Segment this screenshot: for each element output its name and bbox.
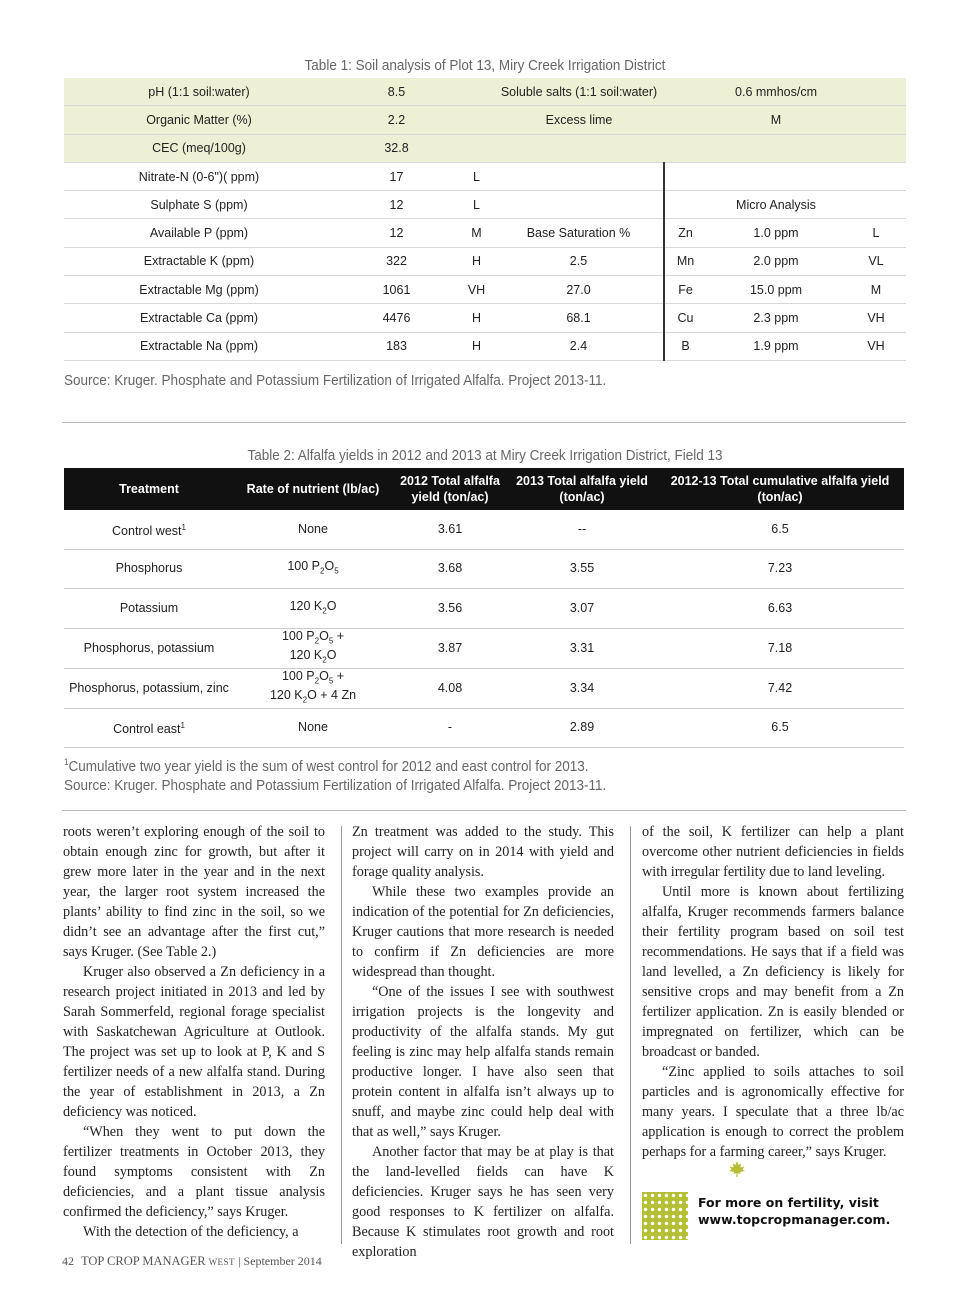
divider — [62, 810, 906, 811]
paragraph: While these two examples provide an indication of the potential for Zn deficiencies, Kruger cautions that more research is needed to confirm if Zn deficiencies are more widespread than thought. — [352, 884, 614, 980]
table-cell-treatment: Phosphorus, potassium — [64, 628, 234, 668]
table-row — [64, 510, 904, 549]
table-cell: 322 — [334, 247, 459, 275]
table-cell-y2012: 3.61 — [392, 510, 508, 549]
footnote-text: Cumulative two year yield is the sum of west control for 2012 and east control for 2013. — [68, 758, 589, 775]
table-cell-treatment: Phosphorus, potassium, zinc — [64, 668, 234, 708]
table-row — [64, 668, 904, 708]
table-cell: M — [459, 219, 494, 247]
table-cell: Zn — [664, 219, 706, 247]
table-cell: 15.0 ppm — [706, 276, 846, 304]
table-cell: Fe — [664, 276, 706, 304]
table-cell-y2013: 3.34 — [508, 668, 656, 708]
table-cell — [664, 162, 706, 190]
table-row — [64, 276, 906, 304]
paragraph: Until more is known about fertilizing alfalfa, Kruger recommends farmers balance their fertility program based on soil test recommendations. He says that if a field was land levelled, a Zn deficiency is likely for sensitive crops and may benefit from a Zn fertilizer application. Zn is easily blended or impregnated on fertilizer, which can be broadcast or banded. — [642, 884, 904, 1060]
table-cell — [664, 134, 706, 162]
table-cell: 2.2 — [334, 106, 459, 134]
table-row — [64, 708, 904, 748]
table-cell: VH — [846, 332, 906, 360]
table-cell-treatment: Control west$^1$ — [64, 510, 234, 549]
table-cell: H — [459, 332, 494, 360]
table-cell: M — [846, 276, 906, 304]
text-column-1 — [63, 822, 325, 1242]
table-cell: Soluble salts (1:1 soil:water) — [494, 78, 664, 106]
table-row — [64, 106, 906, 134]
table2-source: Source: Kruger. Phosphate and Potassium Fertilization of Irrigated Alfalfa. Project 2013-11. — [64, 777, 607, 794]
table-cell: Base Saturation % — [494, 219, 664, 247]
table-cell: 1.0 ppm — [706, 219, 846, 247]
table-cell-rate: None — [234, 708, 392, 748]
table-cell-treatment: Control east$^1$ — [64, 708, 234, 748]
table-cell-total: 7.42 — [656, 668, 904, 708]
table-cell: Mn — [664, 247, 706, 275]
table-cell: Sulphate S (ppm) — [64, 191, 334, 219]
table-cell: 2.3 ppm — [706, 304, 846, 332]
table-cell: 4476 — [334, 304, 459, 332]
table-cell — [664, 78, 706, 106]
table-cell-rate: 100 $P_2O_5$ + 120 $K_2O$ — [234, 628, 392, 668]
table-cell: CEC (meq/100g) — [64, 134, 334, 162]
table-cell-total: 6.63 — [656, 589, 904, 629]
table-row — [64, 191, 906, 219]
divider — [62, 422, 906, 423]
table-cell: VL — [846, 247, 906, 275]
table2-footnote — [64, 757, 589, 775]
paragraph: Another factor that may be at play is that the land-levelled fields can have K deficiencies. Kruger says he has seen very good responses to K fertilizer on alfalfa. Because K stimulates root growth and root exploration — [352, 1144, 614, 1260]
table-cell: pH (1:1 soil:water) — [64, 78, 334, 106]
table-cell: B — [664, 332, 706, 360]
table-cell-total: 7.18 — [656, 628, 904, 668]
table-cell — [846, 191, 906, 219]
paragraph: Kruger also observed a Zn deficiency in a research project initiated in 2013 and led by Sarah Sommerfeld, regional forage specialist with Saskatchewan Agriculture at Outlook. The project was set up to look at P, K and S fertilizer needs of a new alfalfa stand. During the year of establishment in 2013, a Zn deficiency was noticed. — [63, 964, 325, 1120]
table-cell-y2012: 3.56 — [392, 589, 508, 629]
paragraph: With the detection of the deficiency, a — [83, 1224, 299, 1240]
table1-caption: Table 1: Soil analysis of Plot 13, Miry Creek Irrigation District — [304, 57, 666, 74]
table-cell: Excess lime — [494, 106, 664, 134]
header-rate: Rate of nutrient (lb/ac) — [234, 468, 392, 510]
promo-box — [642, 1192, 904, 1242]
table-cell: 12 — [334, 219, 459, 247]
table-cell: Available P (ppm) — [64, 219, 334, 247]
paragraph: Zn treatment was added to the study. This project will carry on in 2014 with yield and forage quality analysis. — [352, 824, 614, 880]
table-cell — [664, 191, 706, 219]
table-cell — [494, 134, 664, 162]
table2-caption: Table 2: Alfalfa yields in 2012 and 2013 at Miry Creek Irrigation District, Field 13 — [247, 447, 723, 464]
magazine-name: TOP CROP MANAGER — [81, 1254, 206, 1268]
table-row — [64, 247, 906, 275]
table-cell-y2013: 3.31 — [508, 628, 656, 668]
table-cell — [459, 134, 494, 162]
table-cell-total: 6.5 — [656, 510, 904, 549]
table-cell: 2.0 ppm — [706, 247, 846, 275]
table-row — [64, 589, 904, 629]
table-row — [64, 332, 906, 360]
table-cell: L — [846, 219, 906, 247]
table-cell: 8.5 — [334, 78, 459, 106]
table-cell-total: 7.23 — [656, 549, 904, 589]
table-cell: H — [459, 247, 494, 275]
table-cell: VH — [459, 276, 494, 304]
paragraph: “One of the issues I see with southwest irrigation projects is the longevity and productivity of the alfalfa stands. My gut feeling is zinc may help alfalfa stands remain productive longer. I have also seen that protein content in alfalfa isn’t always up to snuff, and maybe zinc could help deal with that as well,” says Kruger. — [352, 984, 614, 1140]
table-row — [64, 628, 904, 668]
table-cell-y2013: 3.07 — [508, 589, 656, 629]
table-cell: Nitrate-N (0-6")( ppm) — [64, 162, 334, 190]
table-row — [64, 162, 906, 190]
table-cell: 32.8 — [334, 134, 459, 162]
table-cell — [706, 162, 846, 190]
table-cell: Cu — [664, 304, 706, 332]
table-cell: 183 — [334, 332, 459, 360]
footer-separator: | — [238, 1254, 241, 1268]
header-2013-yield: 2013 Total alfalfa yield (ton/ac) — [508, 468, 656, 510]
paragraph: of the soil, K fertilizer can help a plant overcome other nutrient deficiencies in fields with irregular fertility due to land leveling. — [642, 824, 904, 880]
text-column-3 — [642, 822, 904, 1162]
table-cell — [664, 106, 706, 134]
table-cell — [846, 106, 906, 134]
table-cell: L — [459, 162, 494, 190]
table-cell-treatment: Potassium — [64, 589, 234, 629]
table-cell-rate: 120 $K_2O$ — [234, 589, 392, 629]
paragraph: “When they went to put down the fertilizer treatments in October 2013, they found symptoms consistent with Zn deficiencies, and a plant tissue analysis confirmed the deficiency,” says Kruger. — [63, 1124, 325, 1220]
table-cell: 12 — [334, 191, 459, 219]
dot-grid-icon — [642, 1192, 688, 1240]
table-cell: L — [459, 191, 494, 219]
table-cell — [459, 78, 494, 106]
promo-line: For more on fertility, visit — [698, 1195, 879, 1210]
table-row — [64, 549, 904, 589]
table-cell: Extractable K (ppm) — [64, 247, 334, 275]
column-rule — [630, 826, 631, 1244]
table-cell: Extractable Mg (ppm) — [64, 276, 334, 304]
table-cell: Micro Analysis — [706, 191, 846, 219]
promo-text — [698, 1194, 890, 1228]
header-2012-yield: 2012 Total alfalfa yield (ton/ac) — [392, 468, 508, 510]
promo-link[interactable]: www.topcropmanager.com. — [698, 1212, 891, 1227]
table-cell — [494, 191, 664, 219]
column-rule — [341, 826, 342, 1244]
table-cell: 68.1 — [494, 304, 664, 332]
table-cell-y2012: - — [392, 708, 508, 748]
table-cell-y2013: 3.55 — [508, 549, 656, 589]
paragraph: “Zinc applied to soils attaches to soil particles and is agronomically effective for many years. I speculate that a three lb/ac application is enough to correct the problem perhaps for a farming career,” says Kruger. — [642, 1064, 904, 1160]
table-row — [64, 78, 906, 106]
header-treatment: Treatment — [64, 468, 234, 510]
text-column-2 — [352, 822, 614, 1262]
alfalfa-yield-table — [64, 468, 904, 748]
table-cell-y2013: -- — [508, 510, 656, 549]
table-cell: 1.9 ppm — [706, 332, 846, 360]
table-cell: 2.4 — [494, 332, 664, 360]
table-cell-y2013: 2.89 — [508, 708, 656, 748]
table-cell-treatment: Phosphorus — [64, 549, 234, 589]
soil-analysis-table — [64, 78, 906, 361]
table-cell-y2012: 3.68 — [392, 549, 508, 589]
table-cell — [494, 162, 664, 190]
table-cell: 0.6 mmhos/cm — [706, 78, 846, 106]
table-cell — [846, 78, 906, 106]
magazine-edition: WEST — [208, 1257, 236, 1267]
page-footer — [62, 1254, 322, 1269]
table-row — [64, 134, 906, 162]
table-cell: Extractable Ca (ppm) — [64, 304, 334, 332]
table-row — [64, 219, 906, 247]
footnote-mark: 1 — [64, 757, 69, 767]
maple-leaf-icon — [728, 1160, 746, 1178]
table-cell: 27.0 — [494, 276, 664, 304]
table-cell-total: 6.5 — [656, 708, 904, 748]
table-cell — [706, 134, 846, 162]
issue-date: September 2014 — [243, 1254, 322, 1268]
table-cell-y2012: 3.87 — [392, 628, 508, 668]
table-cell: M — [706, 106, 846, 134]
table-cell: 1061 — [334, 276, 459, 304]
table-cell-rate: 100 $P_2O_5$ — [234, 549, 392, 589]
table-cell-rate: None — [234, 510, 392, 549]
table-cell-y2012: 4.08 — [392, 668, 508, 708]
table-cell — [846, 134, 906, 162]
table-header-row — [64, 468, 904, 510]
paragraph: roots weren’t exploring enough of the soil to obtain enough zinc for growth, but after it grew more later in the year and in the next year, the larger root system increased the plants’ ability to find zinc in the soil, so we didn’t see an advantage after the first cut,” says Kruger. (See Table 2.) — [63, 824, 325, 960]
table-cell: Organic Matter (%) — [64, 106, 334, 134]
table1-source: Source: Kruger. Phosphate and Potassium Fertilization of Irrigated Alfalfa. Project 2013-11. — [64, 372, 607, 389]
table-cell: H — [459, 304, 494, 332]
header-cumulative-yield: 2012-13 Total cumulative alfalfa yield (ton/ac) — [656, 468, 904, 510]
table-cell — [846, 162, 906, 190]
page-number: 42 — [62, 1254, 74, 1268]
table-cell: VH — [846, 304, 906, 332]
table-row — [64, 304, 906, 332]
table-cell: 2.5 — [494, 247, 664, 275]
table-cell: 17 — [334, 162, 459, 190]
table-cell-rate: 100 $P_2O_5$ + 120 $K_2O + 4$ Zn — [234, 668, 392, 708]
table-cell — [459, 106, 494, 134]
table-cell: Extractable Na (ppm) — [64, 332, 334, 360]
